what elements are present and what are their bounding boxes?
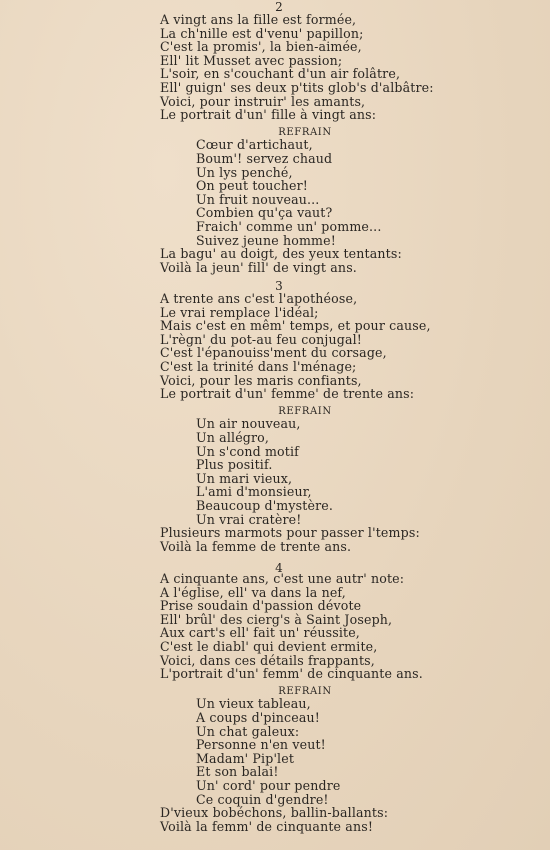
stanza-number: 3 (275, 279, 283, 293)
refrain-line: Personne n'en veut! (196, 737, 326, 753)
verse-line: Voici, dans ces détails frappants, (160, 652, 375, 668)
verse-line: L'règn' du pot-au feu conjugal! (160, 331, 362, 347)
verse-line: Prise soudain d'passion dévote (160, 598, 362, 614)
refrain-line: Boum'! servez chaud (196, 151, 333, 166)
verse-line: C'est le diabl' qui devient ermite, (160, 639, 378, 654)
page-number: 2 (275, 0, 283, 14)
refrain-line: Beaucoup d'mystère. (196, 498, 334, 513)
refrain-line: Et son balai! (196, 764, 279, 780)
verse-line: La ch'nille est d'venu' papillon; (160, 25, 364, 41)
refrain-line: Un' cord' pour pendre (196, 778, 341, 793)
refrain-line: Un fruit nouveau... (196, 191, 320, 207)
closing-line: Voilà la femme de trente ans. (160, 538, 352, 554)
closing-line: Plusieurs marmots pour passer l'temps: (160, 525, 420, 541)
refrain-line: Un chat galeux: (196, 723, 300, 739)
refrain-line: Un vrai cratère! (196, 511, 302, 527)
closing-line: D'vieux bobéchons, ballin-ballants: (160, 805, 389, 821)
verse-line: A vingt ans la fille est formée, (160, 12, 357, 27)
verse-line: Le portrait d'un' femme' de trente ans: (160, 386, 415, 402)
verse-line: Aux cart's ell' fait un' réussite, (160, 625, 360, 641)
refrain-line: L'ami d'monsieur, (196, 484, 312, 500)
verse-line: C'est la trinité dans l'ménage; (160, 359, 357, 374)
verse-line: A trente ans c'est l'apothéose, (160, 291, 358, 306)
refrain-line: Un mari vieux, (196, 470, 293, 486)
verse-line: Ell' brûl' des cierg's à Saint Joseph, (160, 611, 393, 627)
refrain-line: Cœur d'artichaut, (196, 137, 313, 153)
verse-line: Voici, pour les maris confiants, (160, 372, 362, 388)
verse-line: Le portrait d'un' fille à vingt ans: (160, 107, 377, 123)
verse-line: Ell' guign' ses deux p'tits glob's d'albâtre: (160, 80, 434, 95)
verse-line: L'soir, en s'couchant d'un air folâtre, (160, 66, 401, 82)
refrain-line: Suivez jeune homme! (196, 232, 336, 248)
verse-line: Ell' lit Musset avec passion; (160, 52, 343, 68)
refrain-line: Madam' Pip'let (196, 750, 295, 766)
refrain-line: On peut toucher! (196, 178, 308, 194)
refrain-line: Combien qu'ça vaut? (196, 205, 333, 221)
refrain-line: Un s'cond motif (196, 443, 299, 459)
verse-line: Mais c'est en mêm' temps, et pour cause, (160, 318, 431, 334)
verse-line: A l'église, ell' va dans la nef, (160, 584, 346, 600)
refrain-line: Ce coquin d'gendre! (196, 791, 329, 807)
refrain-line: A coups d'pinceau! (196, 710, 320, 725)
refrain-line: Un lys penché, (196, 164, 293, 180)
verse-line: A cinquante ans, c'est une autr' note: (160, 571, 405, 586)
refrain-heading: REFRAIN (278, 126, 332, 138)
refrain-line: Fraich' comme un' pomme... (196, 219, 382, 234)
refrain-line: Un allégro, (196, 430, 270, 445)
verse-line: C'est l'épanouiss'ment du corsage, (160, 345, 387, 361)
closing-line: La bagu' au doigt, des yeux tentants: (160, 246, 402, 262)
refrain-line: Un vieux tableau, (196, 696, 311, 712)
closing-line: Voilà la jeun' fill' de vingt ans. (160, 259, 357, 275)
closing-line: Voilà la femm' de cinquante ans! (160, 818, 374, 834)
refrain-line: Un air nouveau, (196, 416, 301, 432)
verse-line: L'portrait d'un' femm' de cinquante ans. (160, 666, 423, 682)
stanza-number: 4 (275, 561, 283, 575)
verse-line: Le vrai remplace l'idéal; (160, 304, 319, 320)
refrain-line: Plus positif. (196, 457, 273, 473)
refrain-heading: REFRAIN (278, 685, 332, 697)
verse-line: C'est la promis', la bien-aimée, (160, 39, 362, 55)
refrain-heading: REFRAIN (278, 405, 332, 417)
verse-line: Voici, pour instruir' les amants, (160, 93, 366, 109)
